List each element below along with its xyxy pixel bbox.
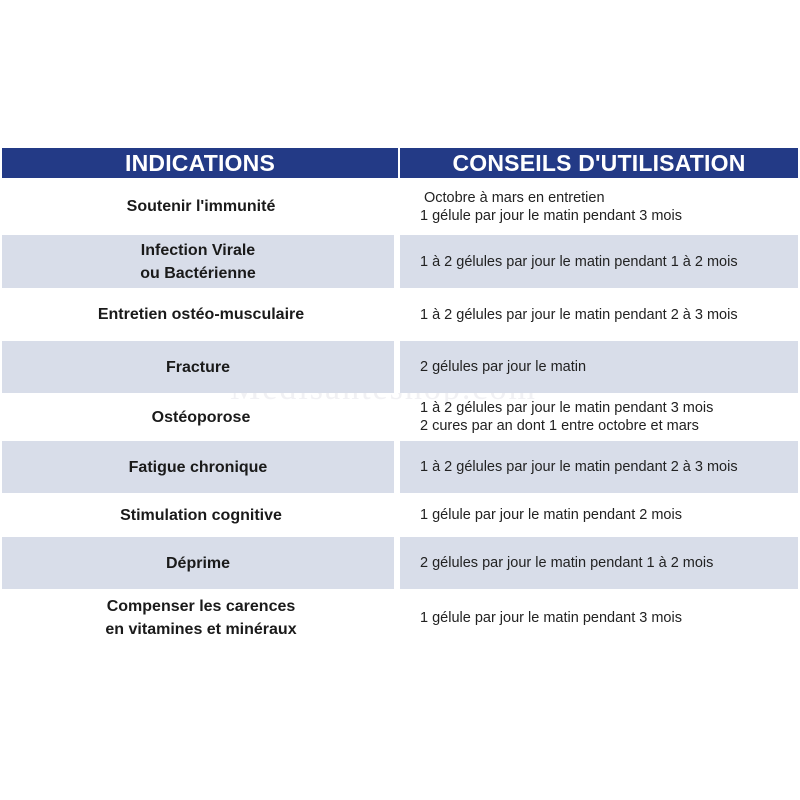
table-row bbox=[2, 341, 798, 393]
usage-table bbox=[2, 148, 798, 647]
indication-text: Entretien ostéo-musculaire bbox=[97, 306, 305, 323]
indication-text: Fatigue chronique bbox=[128, 458, 268, 476]
header-indications: INDICATIONS bbox=[2, 148, 400, 178]
conseil-cell bbox=[400, 441, 798, 493]
indication-text: Fracture bbox=[165, 358, 231, 376]
conseil-cell bbox=[400, 393, 798, 441]
conseil-text: 1 à 2 gélules par jour le matin pendant 2 à 3 mois bbox=[420, 306, 738, 323]
indication-text: Déprime bbox=[165, 554, 231, 572]
indication-text: Soutenir l'immunité bbox=[126, 198, 276, 215]
indication-text: Stimulation cognitive bbox=[120, 506, 282, 524]
table-row bbox=[2, 589, 798, 647]
indication-text: Infection Virale bbox=[140, 241, 256, 259]
conseil-cell bbox=[400, 235, 798, 288]
conseil-text: 1 gélule par jour le matin pendant 2 mois bbox=[420, 507, 682, 523]
indication-text: en vitamines et minéraux bbox=[105, 621, 297, 638]
table-row bbox=[2, 393, 798, 441]
indication-cell bbox=[2, 341, 400, 393]
table-row bbox=[2, 537, 798, 589]
conseil-cell bbox=[400, 537, 798, 589]
indication-cell bbox=[2, 178, 400, 235]
indication-cell bbox=[2, 589, 400, 647]
indication-cell bbox=[2, 288, 400, 341]
table-row bbox=[2, 288, 798, 341]
conseil-cell bbox=[400, 288, 798, 341]
conseil-text: 2 cures par an dont 1 entre octobre et mars bbox=[420, 418, 699, 434]
table-row bbox=[2, 235, 798, 288]
conseil-cell bbox=[400, 341, 798, 393]
conseil-cell bbox=[400, 493, 798, 537]
indication-cell bbox=[2, 441, 400, 493]
conseil-text: 1 gélule par jour le matin pendant 3 mois bbox=[420, 207, 682, 224]
conseil-text: 1 à 2 gélules par jour le matin pendant 2 à 3 mois bbox=[420, 459, 738, 475]
conseil-cell bbox=[400, 589, 798, 647]
table-row bbox=[2, 493, 798, 537]
conseil-text: 1 gélule par jour le matin pendant 3 mois bbox=[420, 610, 682, 626]
indication-cell bbox=[2, 493, 400, 537]
conseil-cell bbox=[400, 178, 798, 235]
header-conseils: CONSEILS D'UTILISATION bbox=[452, 149, 746, 176]
conseil-text: 2 gélules par jour le matin pendant 1 à 2 mois bbox=[420, 555, 714, 571]
conseil-text: Octobre à mars en entretien bbox=[424, 189, 605, 206]
indication-cell bbox=[2, 537, 400, 589]
indication-cell bbox=[2, 393, 400, 441]
table-row bbox=[2, 178, 798, 235]
conseil-text: 1 à 2 gélules par jour le matin pendant 1 à 2 mois bbox=[420, 253, 738, 270]
indication-text: ou Bactérienne bbox=[140, 264, 256, 282]
conseil-text: 2 gélules par jour le matin bbox=[420, 359, 587, 375]
indication-cell bbox=[2, 235, 400, 288]
table-header bbox=[2, 148, 798, 178]
table-row bbox=[2, 441, 798, 493]
indication-text: Compenser les carences bbox=[106, 598, 296, 615]
indication-text: Ostéoporose bbox=[151, 408, 251, 426]
conseil-text: 1 à 2 gélules par jour le matin pendant 3 mois bbox=[420, 400, 714, 416]
